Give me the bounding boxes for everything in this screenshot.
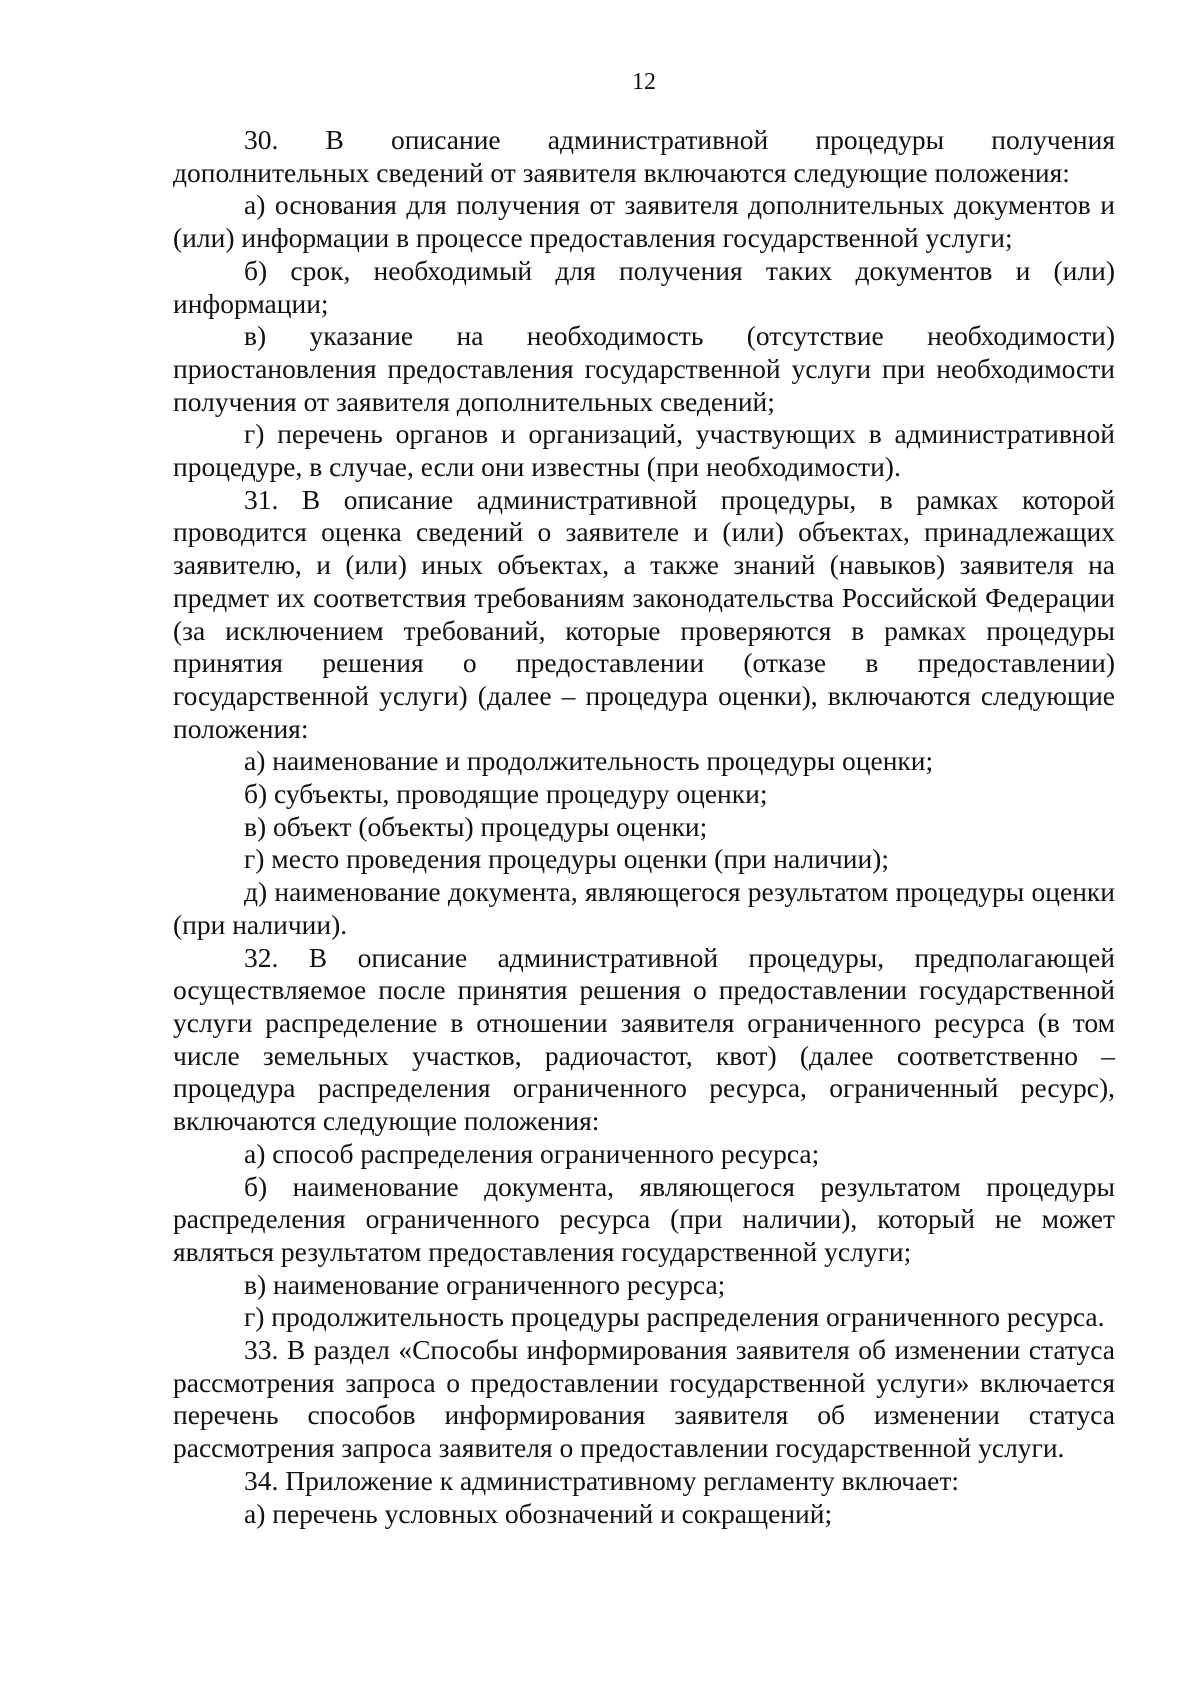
document-body xyxy=(173,124,1115,1530)
paragraph-30-intro: 30. В описание административной процедуры получения дополнительных сведений от заявителя включаются следующие положения: xyxy=(173,124,1115,188)
paragraph-32-item-b: б) наименование документа, являющегося результатом процедуры распределения ограниченного ресурса (при наличии), который не может являться результатом предоставления государственной услуги; xyxy=(173,1170,1115,1267)
paragraph-31-item-v: в) объект (объекты) процедуры оценки; xyxy=(244,810,708,842)
paragraph-32-item-v: в) наименование ограниченного ресурса; xyxy=(244,1268,726,1300)
paragraph-32-intro: 32. В описание административной процедуры, предполагающей осуществляемое после принятия решения о предоставлении государственной услуги распределение в отношении заявителя ограниченного ресурса (в том числе земельных участков, радиочастот, квот) (далее соответственно – процедура распределения ограниченного ресурса, ограниченный ресурс), включаются следующие положения: xyxy=(173,941,1115,1137)
paragraph-31-item-d: д) наименование документа, являющегося результатом процедуры оценки (при наличии). xyxy=(173,876,1115,940)
paragraph-32-item-a: а) способ распределения ограниченного ресурса; xyxy=(244,1137,820,1169)
paragraph-31-item-b: б) субъекты, проводящие процедуру оценки; xyxy=(244,778,768,810)
paragraph-30-item-a: а) основания для получения от заявителя дополнительных документов и (или) информации в процессе предоставления государственной услуги; xyxy=(173,189,1115,254)
page-number: 12 xyxy=(632,69,656,95)
paragraph-31-intro: 31. В описание административной процедуры, в рамках которой проводится оценка сведений о заявителе и (или) объектах, принадлежащих заявителю, и (или) иных объектах, а также знаний (навыков) заявителя на предмет их соответствия требованиям законодательства Российской Федерации (за исключением требований, которые проверяются в рамках процедуры принятия решения о предоставлении (отказе в предоставлении) государственной услуги) (далее – процедура оценки), включаются следующие положения: xyxy=(173,483,1115,744)
paragraph-30-item-v: в) указание на необходимость (отсутствие необходимости) приостановления предоставления государственной услуги при необходимости получения от заявителя дополнительных сведений; xyxy=(173,320,1115,417)
paragraph-31-item-a: а) наименование и продолжительность процедуры оценки; xyxy=(244,745,934,777)
paragraph-30-item-b: б) срок, необходимый для получения таких документов и (или) информации; xyxy=(173,254,1115,319)
paragraph-31-item-g: г) место проведения процедуры оценки (при наличии); xyxy=(244,843,889,875)
paragraph-33: 33. В раздел «Способы информирования заявителя об изменении статуса рассмотрения запроса о предоставлении государственной услуги» включается перечень способов информирования заявителя об изменении статуса рассмотрения запроса заявителя о предоставлении государственной услуги. xyxy=(173,1334,1115,1464)
paragraph-30-item-g: г) перечень органов и организаций, участвующих в административной процедуре, в случае, если они известны (при необходимости). xyxy=(173,418,1115,483)
paragraph-32-item-g: г) продолжительность процедуры распределения ограниченного ресурса. xyxy=(244,1301,1105,1333)
paragraph-34-item-a: а) перечень условных обозначений и сокращений; xyxy=(244,1497,833,1529)
paragraph-34-intro: 34. Приложение к административному регламенту включает: xyxy=(244,1464,960,1496)
